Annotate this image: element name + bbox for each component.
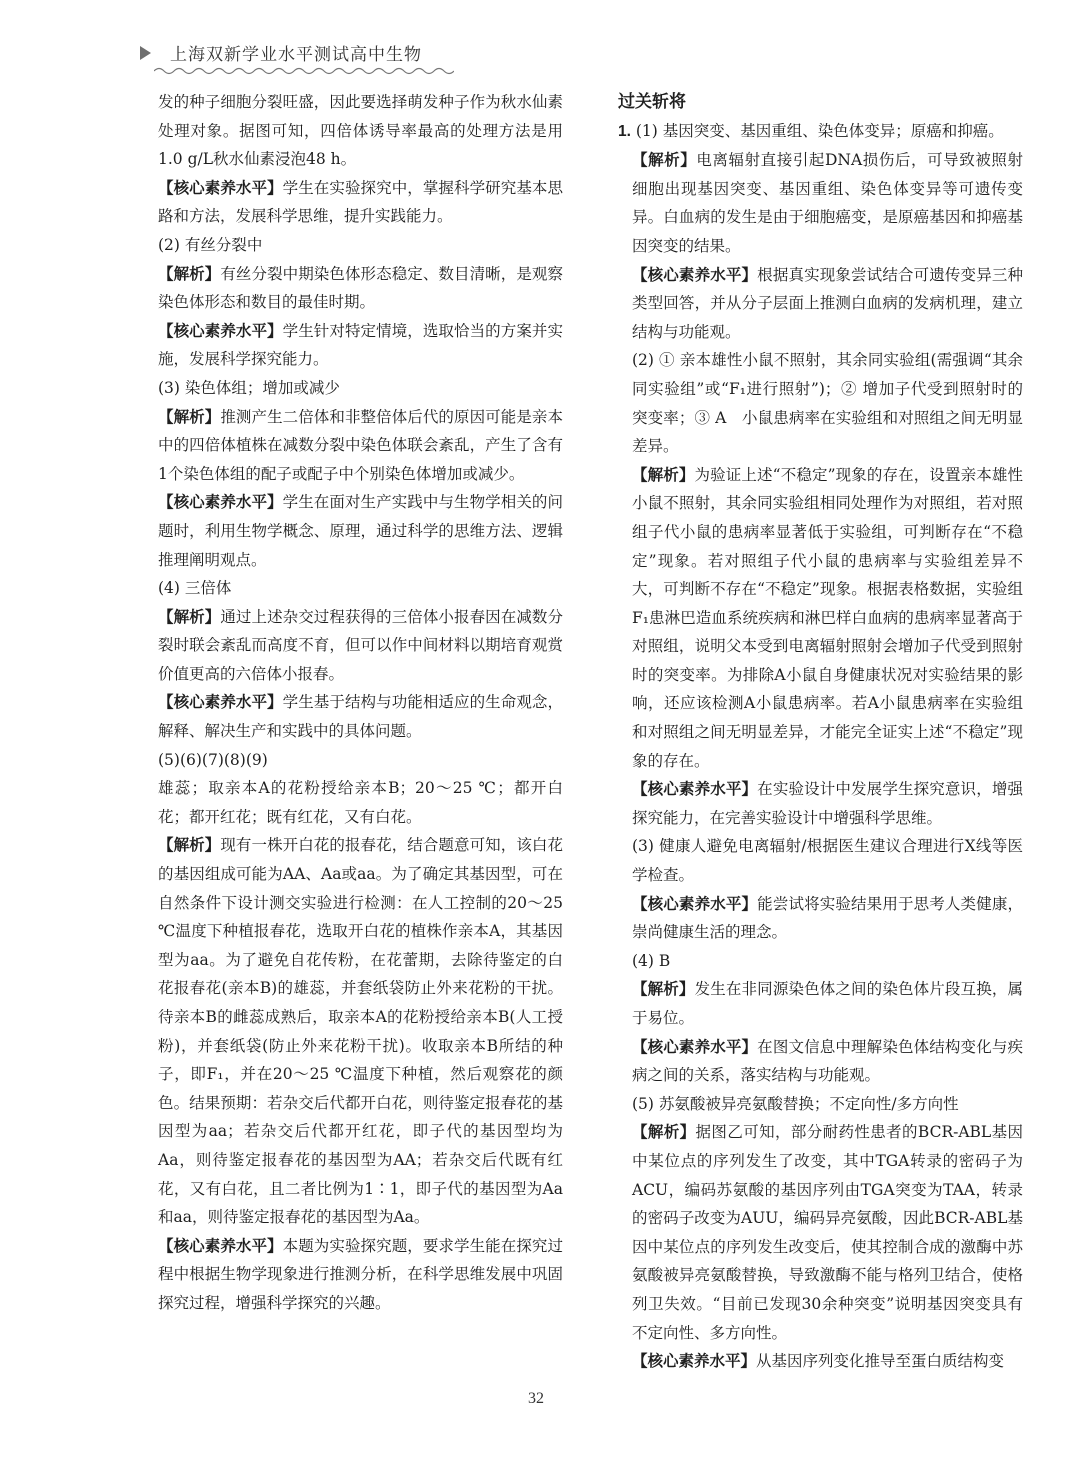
paragraph [158, 174, 563, 231]
paragraph-tag: 【核心素养水平】 [158, 692, 283, 712]
paragraph [158, 574, 563, 603]
paragraph-tag: 【核心素养水平】 [632, 1036, 758, 1056]
paragraph-text: 根据真实现象尝试结合可遗传变异三种类型回答，并从分子层面上推测白血病的发病机理，建立结构与功能观。 [632, 265, 1023, 341]
page-number: 32 [528, 1390, 544, 1407]
paragraph-text: 从基因序列变化推导至蛋白质结构变 [756, 1352, 1005, 1371]
paragraph [618, 890, 1023, 947]
paragraph [618, 346, 1023, 460]
paragraph-text: 在实验设计中发展学生探究意识，增强探究能力，在完善实验设计中增强科学思维。 [632, 780, 1023, 827]
paragraph [158, 231, 563, 260]
paragraph [158, 774, 563, 831]
paragraph [158, 1232, 563, 1318]
paragraph-text: (3) 染色体组；增加或减少 [158, 378, 340, 397]
paragraph [618, 461, 1023, 776]
paragraph-text: 为验证上述“不稳定”现象的存在，设置亲本雄性小鼠不照射，其余同实验组相同处理作为对照组，若对照组子代小鼠的患病率显著低于实验组，可判断存在“不稳定”现象。若对照组子代小鼠的患病率与实验组差异不大，可判断不存在“不稳定”现象。根据表格数据，实验组F₁患淋巴造血系统疾病和淋巴样白血病的患病率显著高于对照组，说明父本受到电离辐射照射会增加子代受到照射时的突变率。为排除A小鼠自身健康状况对实验结果的影响，还应该检测A小鼠患病率。若A小鼠患病率在实验组和对照组之间无明显差异，才能完全证实上述“不稳定”现象的存在。 [632, 465, 1023, 770]
paragraph [618, 775, 1023, 832]
book-title: 上海双新学业水平测试高中生物 [170, 45, 422, 65]
paragraph [618, 1347, 1023, 1376]
paragraph-text: (5)(6)(7)(8)(9) [158, 750, 268, 769]
paragraph-text: 学生在面对生产实践中与生物学相关的问题时，利用生物学概念、原理，通过科学的思维方法、逻辑推理阐明观点。 [158, 493, 563, 569]
right-column [618, 88, 1023, 1376]
paragraph-tag: 【核心素养水平】 [632, 893, 758, 913]
paragraph-text: 学生基于结构与功能相适应的生命观念，解释、解决生产和实践中的具体问题。 [158, 693, 563, 741]
question-number: 1. [618, 122, 631, 140]
paragraph-text: 雄蕊；取亲本A的花粉授给亲本B；20～25 ℃；都开白花；都开红花；既有红花，又有白花。 [158, 779, 563, 826]
paragraph [618, 1090, 1023, 1119]
paragraph-tag: 【核心素养水平】 [632, 264, 758, 284]
paragraph-text: (2) ① 亲本雄性小鼠不照射，其余同实验组(需强调“其余同实验组”或“F₁进行照射”)；② 增加子代受到照射时的突变率；③ A 小鼠患病率在实验组和对照组之间无明显差异。 [632, 351, 1023, 456]
paragraph-text: 发生在非同源染色体之间的染色体片段互换，属于易位。 [632, 980, 1023, 1027]
paragraph [158, 403, 563, 489]
paragraph-tag: 【核心素养水平】 [158, 320, 283, 340]
paragraph-text: 能尝试将实验结果用于思考人类健康，崇尚健康生活的理念。 [632, 894, 1023, 942]
paragraph [158, 488, 563, 574]
paragraph [158, 746, 563, 775]
wavy-underline-icon [154, 66, 454, 76]
paragraph-tag: 【核心素养水平】 [158, 492, 283, 512]
paragraph [158, 260, 563, 317]
paragraph [158, 603, 563, 689]
paragraph-text: 据图乙可知，部分耐药性患者的BCR-ABL基因中某位点的序列发生了改变，其中TGA转录的密码子为ACU，编码苏氨酸的基因序列由TGA突变为TAA，转录的密码子改变为AUU，编码异亮氨酸，因此BCR-ABL基因中某位点的序列发生改变后，使其控制合成的激酶中苏氨酸被异亮氨酸替换，导致激酶不能与格列卫结合，使格列卫失效。“目前已发现30余种突变”说明基因突变具有不定向性、多方向性。 [632, 1123, 1023, 1342]
paragraph [158, 88, 563, 174]
paragraph-tag: 【核心素养水平】 [632, 1351, 757, 1371]
paragraph-text: 本题为实验探究题，要求学生能在探究过程中根据生物学现象进行推测分析，在科学思维发展中巩固探究过程，增强科学探究的兴趣。 [158, 1236, 563, 1312]
paragraph [618, 832, 1023, 889]
paragraph [618, 947, 1023, 976]
paragraph [158, 688, 563, 745]
paragraph-text: (3) 健康人避免电离辐射/根据医生建议合理进行X线等医学检查。 [632, 837, 1023, 885]
paragraph-text: (2) 有丝分裂中 [158, 235, 263, 254]
triangle-marker-icon [140, 46, 151, 60]
paragraph [618, 1118, 1023, 1347]
paragraph [618, 261, 1023, 347]
paragraph [158, 374, 563, 403]
paragraph-text: 学生针对特定情境，选取恰当的方案并实施，发展科学探究能力。 [158, 321, 563, 369]
paragraph-tag: 【解析】 [632, 150, 697, 170]
paragraph-text: (5) 苏氨酸被异亮氨酸替换；不定向性/多方向性 [632, 1094, 959, 1113]
paragraph [618, 975, 1023, 1032]
paragraph-tag: 【解析】 [158, 263, 221, 283]
paragraph [618, 146, 1023, 260]
paragraph-tag: 【核心素养水平】 [158, 177, 283, 197]
left-column [158, 88, 563, 1318]
running-header [140, 38, 460, 78]
paragraph-text: (1) 基因突变、基因重组、染色体变异；原癌和抑癌。 [635, 121, 1004, 140]
paragraph-text: (4) 三倍体 [158, 579, 232, 598]
paragraph-tag: 【解析】 [158, 606, 221, 626]
paragraph-text: 推测产生二倍体和非整倍体后代的原因可能是亲本中的四倍体植株在减数分裂中染色体联会紊乱，产生了含有1个染色体组的配子或配子中个别染色体增加或减少。 [158, 407, 563, 483]
paragraph-text: 有丝分裂中期染色体形态稳定、数目清晰，是观察染色体形态和数目的最佳时期。 [158, 264, 563, 312]
paragraph-tag: 【解析】 [632, 1122, 696, 1142]
paragraph-text: 电离辐射直接引起DNA损伤后，可导致被照射细胞出现基因突变、基因重组、染色体变异等可遗传变异。白血病的发生是由于细胞癌变，是原癌基因和抑癌基因突变的结果。 [632, 151, 1023, 255]
paragraph [158, 317, 563, 374]
paragraph-tag: 【核心素养水平】 [632, 779, 758, 799]
paragraph-text: (4) B [632, 951, 671, 970]
section-title: 过关斩将 [618, 92, 686, 112]
paragraph [158, 831, 563, 1231]
paragraph-tag: 【解析】 [158, 835, 221, 855]
paragraph-tag: 【解析】 [632, 464, 695, 484]
paragraph-text: 现有一株开白花的报春花，结合题意可知，该白花的基因组成可能为AA、Aa或aa。为了确定其基因型，可在自然条件下设计测交实验进行检测：在人工控制的20～25 ℃温度下种植报春花，选取开白花的植株作亲本A，其基因型为aa。为了避免自花传粉，在花蕾期，去除待鉴定的白花报春花(亲本B)的雄蕊，并套纸袋防止外来花粉的干扰。待亲本B的雌蕊成熟后，取亲本A的花粉授给亲本B(人工授粉)，并套纸袋(防止外来花粉干扰)。收取亲本B所结的种子，即F₁，并在20～25 ℃温度下种植，然后观察花的颜色。结果预期：若杂交后代都开白花，则待鉴定报春花的基因型为aa；若杂交后代都开红花，即子代的基因型均为Aa，则待鉴定报春花的基因型为AA；若杂交后代既有红花，又有白花，且二者比例为1∶1，即子代的基因型为Aa和aa，则待鉴定报春花的基因型为Aa。 [158, 836, 563, 1227]
paragraph-text: 发的种子细胞分裂旺盛，因此要选择萌发种子作为秋水仙素处理对象。据图可知，四倍体诱导率最高的处理方法是用1.0 g/L秋水仙素浸泡48 h。 [158, 93, 563, 169]
paragraph [618, 1033, 1023, 1090]
paragraph-text: 在图文信息中理解染色体结构变化与疾病之间的关系，落实结构与功能观。 [632, 1037, 1023, 1085]
paragraph-tag: 【核心素养水平】 [158, 1235, 283, 1255]
question-first-line [618, 117, 1023, 147]
paragraph-tag: 【解析】 [158, 406, 221, 426]
paragraph-text: 通过上述杂交过程获得的三倍体小报春因在减数分裂时联会紊乱而高度不育，但可以作中间材料以期培育观赏价值更高的六倍体小报春。 [158, 607, 563, 683]
paragraph-tag: 【解析】 [632, 979, 695, 999]
paragraph-text: 学生在实验探究中，掌握科学研究基本思路和方法，发展科学思维，提升实践能力。 [158, 178, 563, 226]
